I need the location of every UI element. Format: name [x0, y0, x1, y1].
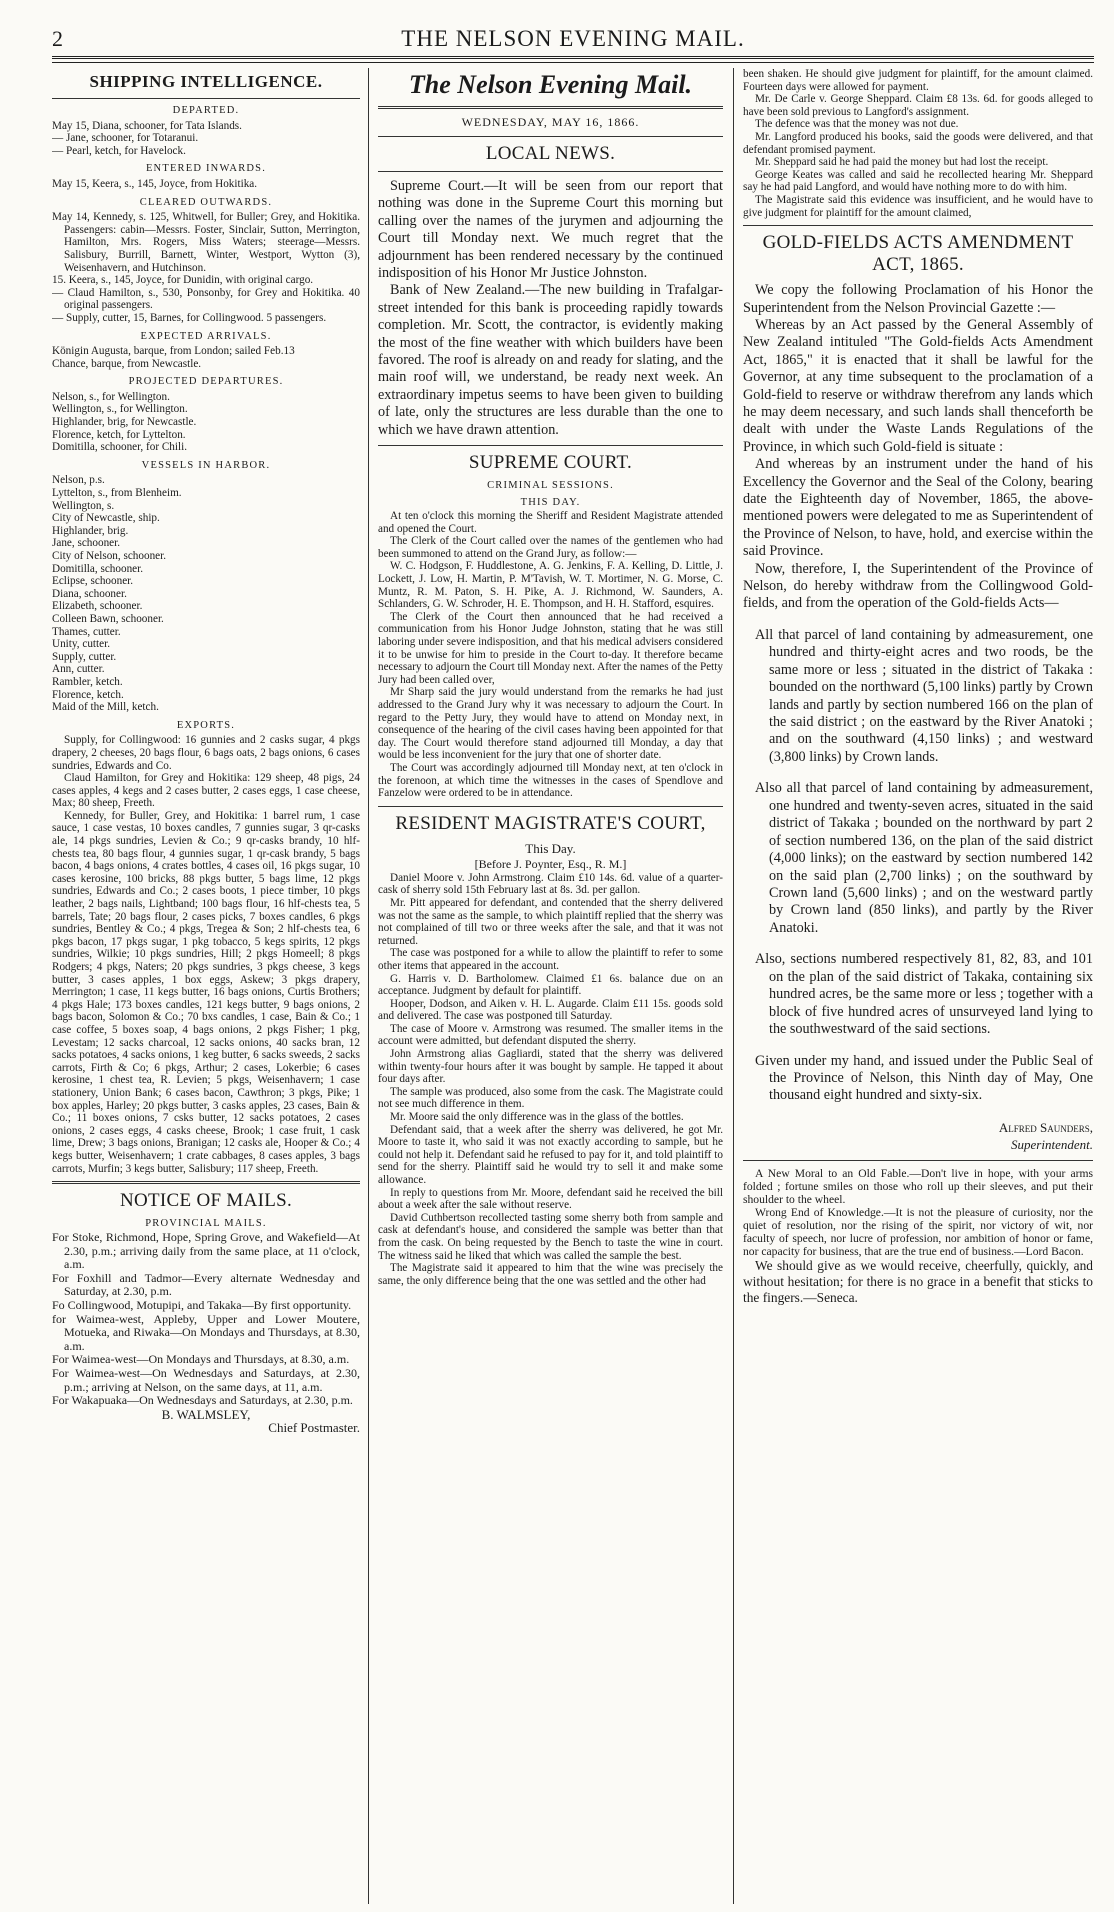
- report-paragraph: Defendant said, that a week after the sherry was delivered, he got Mr. Moore to taste it, who said it was not exactly according to sample, but he could not help it. Defendant said he refused to pay for it, and told plaintiff to send for the sherry. Plaintiff said he would try to sell it and make some allowance.: [378, 1123, 723, 1186]
- goldfields-proclamation: [743, 282, 1093, 1154]
- supreme-court-report: [378, 510, 723, 800]
- vessel-entry: Wellington, s.: [52, 499, 115, 512]
- proclamation-paragraph: And whereas by an instrument under the hand of his Excellency the Governor and the Seal of the Colony, bearing date the Eighteenth day of November, 1865, the above-mentioned powers were delegated to me as Superintendent of the Province of Nelson, to have, hold, and exercise within the said Province.: [743, 456, 1093, 560]
- shipping-entry: May 15, Keera, s., 145, Joyce, from Hokitika.: [52, 177, 258, 190]
- divider: [378, 171, 723, 172]
- report-paragraph: The Clerk of the Court then announced that he had received a communication from his Honor Judge Johnston, stating that he was still laboring under severe indisposition, and that his medical advisers considered it to be unwise for him to preside in the Court to-day. It therefore became necessary to adjourn the Court till Monday next. After the names of the Petty Jury had been called over,: [378, 610, 723, 686]
- column-divider: [368, 68, 369, 1904]
- divider: [378, 136, 723, 137]
- masthead: [52, 26, 1094, 56]
- subhead: CRIMINAL SESSIONS.: [487, 480, 614, 492]
- rm-court-report: [378, 872, 723, 1288]
- vessel-entry: Domitilla, schooner.: [52, 562, 144, 575]
- mail-entry: For Wakapuaka—On Wednesdays and Saturdays, at 2.30, p.m.: [52, 1393, 353, 1408]
- closing-quote: [743, 1258, 1093, 1306]
- proclamation-signature: Alfred Saunders,: [998, 1119, 1093, 1135]
- shipping-entry: Wellington, s., for Wellington.: [52, 403, 188, 416]
- report-paragraph: The Clerk of the Court called over the names of the gentlemen who had been summoned to attend on the Grand Jury, as follow:—: [378, 535, 723, 560]
- rm-court-continued: [743, 68, 1093, 219]
- local-news: [378, 178, 723, 439]
- vessel-entry: Unity, cutter.: [52, 638, 110, 651]
- divider: [378, 445, 723, 446]
- report-paragraph: George Keates was called and said he recollected hearing Mr. Sheppard say he had paid Langford, and would have nothing more to do with him.: [743, 168, 1093, 194]
- goldfields-heading: GOLD-FIELDS ACTS AMENDMENT ACT, 1865.: [762, 232, 1074, 276]
- proclamation-signature-title: Superintendent.: [1011, 1137, 1093, 1153]
- vessel-entry: Colleen Bawn, schooner.: [52, 612, 164, 625]
- report-paragraph: Mr. Moore said the only difference was in the glass of the bottles.: [390, 1111, 684, 1124]
- report-paragraph: Mr. De Carle v. George Sheppard. Claim £8 13s. 6d. for goods alleged to have been sold previous to Langford's assignment.: [743, 93, 1093, 118]
- column-divider: [733, 68, 734, 1904]
- vessel-entry: Maid of the Mill, ketch.: [52, 701, 159, 714]
- vessel-entry: Diana, schooner.: [52, 587, 127, 600]
- mails-signature-title: Chief Postmaster.: [268, 1420, 360, 1436]
- vessel-entry: Lyttelton, s., from Blenheim.: [52, 487, 182, 500]
- rm-court-day: This Day.: [525, 840, 576, 856]
- vessel-entry: Jane, schooner.: [52, 537, 121, 550]
- proclamation-given: Given under my hand, and issued under the Public Seal of the Province of Nelson, this Ninth day of May, One thousand eight hundred and sixty-six.: [755, 1052, 1093, 1104]
- report-paragraph: At ten o'clock this morning the Sheriff and Resident Magistrate attended and opened the Court.: [378, 510, 723, 535]
- report-paragraph: Daniel Moore v. John Armstrong. Claim £10 14s. 6d. value of a quarter-cask of sherry sold 15th February last at 8s. 3d. per gallon.: [378, 871, 723, 897]
- column-1: [52, 68, 360, 1904]
- report-paragraph: The sample was produced, also some from the cask. The Magistrate could not see much difference in them.: [378, 1085, 723, 1111]
- misc-paragraph: We should give as we would receive, cheerfully, quickly, and without hesitation; for there is no grace in a benefit that sticks to the fingers.—Seneca.: [743, 1257, 1093, 1305]
- subhead: THIS DAY.: [520, 497, 581, 509]
- page-number: 2: [52, 26, 63, 51]
- news-paragraph: Supreme Court.—It will be seen from our report that nothing was done in the Supreme Court this morning but calling over the names of the jurymen and adjourning the Court till Monday next. We much regret that the adjournment has been rendered necessary by the continued indisposition of his Honor Mr Justice Johnston.: [378, 178, 723, 282]
- rm-court-before: [Before J. Poynter, Esq., R. M.]: [474, 856, 627, 871]
- news-paragraph: Bank of New Zealand.—The new building in Trafalgar-street intended for this bank is proceeding rapidly towards completion. Mr. Scott, the contractor, is evidently making the most of the fine weather with which builders have been favored. The roof is already on and ready for slating, and the main roof will, we understand, be ready next week. An extraordinary impetus seems to have been given to building of late, only the structures are less durable than the one to which we have drawn attention.: [378, 282, 723, 438]
- land-parcel: Also all that parcel of land containing by admeasurement, one hundred and twenty-seven acres, situated in the said district of Takaka ; bounded on the northward by part 2 of section numbered 136, on the plan of the said district (4,000 links); on the eastward by section numbered 142 on the said plan (2,700 links) ; on the southward by Crown land (5,600 links) ; and on the westward partly by Crown land (850 links), and partly by the River Anatoki.: [755, 780, 1093, 936]
- mails-section: [52, 1231, 360, 1435]
- miscellany: [743, 1167, 1093, 1258]
- report-paragraph: Mr. Pitt appeared for defendant, and contended that the sherry delivered was not the same as the sample, to which plaintiff replied that the sherry was not complained of till two or three weeks after the sale, and that it was not returned.: [378, 896, 723, 947]
- report-paragraph: Mr. Sheppard said he had paid the money but had lost the receipt.: [755, 156, 1049, 169]
- report-paragraph: In reply to questions from Mr. Moore, defendant said he received the bill about a week after the sale without reserve.: [378, 1186, 723, 1212]
- report-paragraph: The defence was that the money was not due.: [755, 118, 959, 131]
- shipping-entry: Florence, ketch, for Lyttelton.: [52, 428, 186, 441]
- vessel-entry: Highlander, brig.: [52, 524, 129, 537]
- report-paragraph: The Court was accordingly adjourned till Monday next, at ten o'clock in the forenoon, at which time the witnesses in the cases of Spendlove and Fanzelow were ordered to be in attendance.: [378, 761, 723, 800]
- report-paragraph: The Magistrate said this evidence was insufficient, and he would have to give judgment for plaintiff for the amount claimed,: [743, 193, 1093, 219]
- shipping-entry: — Pearl, ketch, for Havelock.: [52, 144, 186, 157]
- column-2: [378, 68, 723, 1904]
- vessel-entry: Ann, cutter.: [52, 663, 105, 676]
- shipping-entry: Domitilla, schooner, for Chili.: [52, 441, 188, 454]
- land-parcel: All that parcel of land containing by admeasurement, one hundred and thirty-eight acres and two roods, be the same more or less ; situated in the district of Takaka : bounded on the northward (5,100 links) partly by Crown lands and partly by section numbered 166 on the plan of the said district ; on the eastward by the River Anatoki ; and on the southward (4,150 links) ; and westward (3,800 links) by Crown lands.: [755, 627, 1093, 765]
- subhead: EXPECTED ARRIVALS.: [140, 330, 272, 342]
- subhead: DEPARTED.: [172, 105, 240, 116]
- subhead: PROVINCIAL MAILS.: [145, 1218, 267, 1230]
- rm-court-heading: RESIDENT MAGISTRATE'S COURT,: [395, 812, 706, 834]
- subhead: EXPORTS.: [176, 719, 236, 731]
- subhead: CLEARED OUTWARDS.: [139, 196, 273, 208]
- mail-entry: For Foxhill and Tadmor—Every alternate Wednesday and Saturday, at 2.30, p.m.: [52, 1270, 360, 1299]
- vessel-entry: Thames, cutter.: [52, 625, 121, 638]
- supreme-court-heading: SUPREME COURT.: [468, 452, 633, 474]
- local-news-heading: LOCAL NEWS.: [485, 143, 616, 164]
- shipping-section: [52, 105, 360, 1175]
- divider: [743, 1160, 1093, 1161]
- masthead-rule: [52, 56, 1094, 59]
- report-paragraph: John Armstrong alias Gagliardi, stated that the sherry was delivered within twenty-four hours after it was bought by sample. He tapped it about four days after.: [378, 1048, 723, 1086]
- vessel-entry: City of Newcastle, ship.: [52, 512, 160, 525]
- divider: [378, 806, 723, 807]
- report-paragraph: The Magistrate said it appeared to him that the wine was precisely the same, the only difference being that the one was settled and the other had: [378, 1262, 723, 1287]
- report-paragraph: Hooper, Dodson, and Aiken v. H. L. Augarde. Claim £11 15s. goods sold and delivered. The case was postponed till Saturday.: [378, 997, 723, 1023]
- nameplate: The Nelson Evening Mail.: [408, 70, 693, 99]
- shipping-entry: — Supply, cutter, 15, Barnes, for Collingwood. 5 passengers.: [52, 311, 327, 324]
- report-paragraph: G. Harris v. D. Bartholomew. Claimed £1 6s. balance due on an acceptance. Judgment by default for plaintiff.: [378, 972, 723, 998]
- mails-heading: NOTICE OF MAILS.: [119, 1190, 293, 1212]
- report-paragraph: The case was postponed for a while to allow the plaintiff to refer to some other items that appeared in the account.: [378, 947, 723, 972]
- land-parcel: Also, sections numbered respectively 81, 82, 83, and 101 on the plan of the said district of Takaka, containing six hundred acres, be the same more or less ; together with a block of five hundred acres of unsurveyed land lying to the southwestward of the said sections.: [755, 951, 1093, 1037]
- vessel-entry: City of Nelson, schooner.: [52, 550, 167, 562]
- vessel-entry: Nelson, p.s.: [52, 474, 105, 487]
- shipping-entry: May 15, Diana, schooner, for Tata Islands.: [52, 119, 242, 132]
- report-paragraph: Mr. Langford produced his books, said the goods were delivered, and that defendant promised payment.: [743, 130, 1093, 156]
- exports-entry: Supply, for Collingwood: 16 gunnies and 2 casks sugar, 4 pkgs drapery, 2 cheeses, 20 bags flour, 6 bags oats, 2 bags onions, 6 cases sundries, Edwards and Co.: [52, 734, 360, 772]
- divider: [52, 1181, 360, 1184]
- mail-entry: For Waimea-west—On Wednesdays and Saturdays, at 2.30, p.m.; arriving at Nelson, on the same days, at 11, a.m.: [52, 1366, 360, 1394]
- vessel-entry: Supply, cutter.: [52, 650, 117, 663]
- report-paragraph: W. C. Hodgson, F. Huddlestone, A. G. Jenkins, F. A. Kelling, D. Little, J. Lockett, J. Low, H. Martin, P. M'Tavish, W. T. Mortimer, N. G. Morse, C. Muntz, R. M. Paton, S. H. Pike, A. J. Richmond, W. Saunders, A. Schlanders, G. W. Schroder, H. E. Thompson, and H. H. Stafford, esquires.: [378, 560, 723, 611]
- shipping-entry: Nelson, s., for Wellington.: [52, 390, 170, 403]
- report-paragraph: The case of Moore v. Armstrong was resumed. The smaller items in the account were admitted, but defendant disputed the sherry.: [378, 1022, 723, 1048]
- shipping-heading: SHIPPING INTELLIGENCE.: [89, 72, 323, 91]
- shipping-entry: Highlander, brig, for Newcastle.: [52, 416, 197, 429]
- mail-entry: for Waimea-west, Appleby, Upper and Lower Moutere, Motueka, and Riwaka—On Mondays and Thursdays, at 8.30, a.m.: [52, 1311, 360, 1353]
- mail-entry: For Waimea-west—On Mondays and Thursdays, at 8.30, a.m.: [52, 1352, 350, 1367]
- proclamation-paragraph: We copy the following Proclamation of his Honor the Superintendent from the Nelson Provincial Gazette :—: [743, 282, 1093, 316]
- report-paragraph: Mr Sharp said the jury would understand from the remarks he had just addressed to the Grand Jury why it was necessary to adjourn the Court. In regard to the Petty Jury, they would have to attend on Monday next, in consequence of the hearing of the civil cases having been appointed for that day. The Court would therefore stand adjourned till Monday, a day that would be less inconvenient for the jury that one of shorter date.: [378, 686, 723, 762]
- paper-title: THE NELSON EVENING MAIL.: [401, 26, 745, 51]
- misc-paragraph: A New Moral to an Old Fable.—Don't live in hope, with your arms folded ; fortune smiles on those who roll up their sleeves, and put their shoulder to the wheel.: [743, 1166, 1093, 1206]
- divider: [743, 225, 1093, 226]
- column-3: [743, 68, 1093, 1904]
- mail-entry: Fo Collingwood, Motupipi, and Takaka—By first opportunity.: [52, 1298, 352, 1313]
- divider: [52, 98, 360, 99]
- subhead: VESSELS IN HARBOR.: [141, 459, 271, 471]
- issue-date: WEDNESDAY, MAY 16, 1866.: [461, 115, 640, 129]
- report-paragraph: been shaken. He should give judgment for plaintiff, for the amount claimed. Fourteen days were allowed for payment.: [743, 68, 1093, 93]
- mail-entry: For Stoke, Richmond, Hope, Spring Grove, and Wakefield—At 2.30, p.m.; arriving daily from the same place, at 11 o'clock, a.m.: [52, 1230, 360, 1272]
- shipping-entry: 15. Keera, s., 145, Joyce, for Dunidin, with original cargo.: [52, 274, 314, 287]
- mails-signature: B. WALMSLEY,: [161, 1406, 251, 1422]
- divider: [378, 106, 723, 109]
- proclamation-paragraph: Now, therefore, I, the Superintendent of the Province of Nelson, do hereby withdraw from the Collingwood Gold-fields, and from the operation of the Gold-fields Acts—: [743, 560, 1093, 612]
- vessel-entry: Florence, ketch.: [52, 688, 124, 701]
- shipping-entry: — Jane, schooner, for Totaranui.: [52, 132, 199, 145]
- shipping-entry: Königin Augusta, barque, from London; sailed Feb.13: [52, 345, 295, 358]
- exports-entry: Claud Hamilton, for Grey and Hokitika: 129 sheep, 48 pigs, 24 cases apples, 4 kegs and 2 cases butter, 2 cases eggs, 1 case cheese, Max; 80 sheep, Freeth.: [52, 772, 360, 810]
- shipping-entry: — Claud Hamilton, s., 530, Ponsonby, for Grey and Hokitika. 40 original passengers.: [52, 286, 360, 312]
- shipping-entry: May 14, Kennedy, s. 125, Whitwell, for Buller; Grey, and Hokitika. Passengers: cabin—Messrs. Foster, Sinclair, Sutton, Merrington, Hamilton, Mrs. Rogers, Miss Waters; steerage—Messrs. Salisbury, Burrill, Barnett, Winter, Westport, Wytton (3), Weisenhavern, and Hutchinson.: [52, 211, 360, 274]
- proclamation-paragraph: Whereas by an Act passed by the General Assembly of New Zealand intituled "The Gold-fields Acts Amendment Act, 1865," it is enacted that it shall be lawful for the Governor, at any time subsequent to the proclamation of a Gold-field to reserve or withdraw therefrom any lands which he may deem necessary, and such lands shall thenceforth be dealt with under the Waste Lands Regulations of the Province, in which such Gold-field is situate :: [743, 316, 1093, 455]
- vessel-entry: Eclipse, schooner.: [52, 575, 134, 588]
- vessel-entry: Rambler, ketch.: [52, 675, 123, 688]
- masthead-rule-thin: [52, 62, 1094, 63]
- report-paragraph: David Cuthbertson recollected tasting some sherry both from sample and cask at defendant's house, and considered the sample was better than that from the cask. On being requested by the Bench to taste the wine in court. The witness said he liked that which was called the sample the best.: [378, 1211, 723, 1262]
- subhead: PROJECTED DEPARTURES.: [128, 376, 284, 388]
- misc-paragraph: Wrong End of Knowledge.—It is not the pleasure of curiosity, nor the quiet of resolution, nor the rising of the spirit, nor victory of wit, nor faculty of speech, nor lucre of profession, nor ambition of honor or fame, nor capacity for business, that are the true end of business.—Lord Bacon.: [743, 1205, 1093, 1258]
- subhead: ENTERED INWARDS.: [145, 163, 267, 175]
- shipping-entry: Chance, barque, from Newcastle.: [52, 357, 202, 370]
- exports-entry: Kennedy, for Buller, Grey, and Hokitika: 1 barrel rum, 1 case sauce, 1 case vestas, 10 boxes candles, 7 gunnies sugar, 3 qr-casks ale, 14 pkgs sundries, Levien & Co.; 9 qr-casks brandy, 10 hlf-chests tea, 80 bags flour, 4 gunnies sugar, 1 qr-cask brandy, 5 bags bacon, 4 bags onions, 4 crates bottles, 4 cases oil, 16 pkgs sugar, 10 cases kerosine, 100 bricks, 88 pkgs butter, 5 bags lime, 12 pkgs sundries, Edwards and Co.; 2 cases boots, 1 piece timber, 10 pkgs leather, 2 bags nails, Lightband; 100 bags flour, 16 hlf-chests tea, 5 barrels, Tate; 20 bags flour, 2 cases picks, 7 boxes candles, 6 pkgs sundries, Bentley & Co.; 4 pkgs, Tregea & Son; 2 hlf-chests tea, 6 pkgs bacon, 17 pkgs sugar, 1 pkg tobacco, 5 kegs spirits, 12 pkgs sundries, Wilkie; 10 pkgs sundries, Hill; 2 pkgs Homeell; 8 pkgs Rodgers; 4 pkgs, Naters; 20 pkgs sundries, 3 pkgs cheese, 3 kegs butter, 3 cases apples, 1 box eggs, Askew; 3 pkgs drapery, Merrington; 1 case, 11 kegs butter, 16 bags onions, Curtis Brothers; 4 pkgs Hale; 173 boxes candles, 121 kegs butter, 9 bags onions, 2 bags bacon, Solomon & Co.; 70 bxs candles, 1 case, Bain & Co.; 1 case coffee, 5 boxes soap, 4 bags onions, 2 pkgs Fisher; 1 pkg, Levestam; 12 sacks charcoal, 12 sacks onions, 40 sacks bran, 12 sacks potatoes, 4 sacks onions, 1 keg butter, 6 sacks sweeds, 2 sacks carrots, Firth & Co; 6 pkgs, Arthur; 2 cases, Lokerbie; 6 cases kerosine, 1 chest tea, R. Levien; 5 pkgs, Weisenhavern; 1 case stationery, Union Bank; 6 cases bacon, Cawthron; 3 pkgs, Pike; 1 box apples, Harley; 20 pkgs butter, 3 casks apples, 23 cases, Bain & Co.; 11 boxes onions, 7 csks butter, 12 sacks potatoes, 2 cases onions, 2 cases eggs, 4 casks cheese, Brook; 1 case fruit, 1 cask lime, Drew; 3 bags onions, Branigan; 12 casks ale, Hooper & Co.; 4 kegs butter, Weisenhavern; 1 crate cabbages, 8 cases apples, 3 bags carrots, Murfin; 3 kegs butter, Salisbury; 117 sheep, Freeth.: [52, 809, 360, 1175]
- vessel-entry: Elizabeth, schooner.: [52, 600, 143, 613]
